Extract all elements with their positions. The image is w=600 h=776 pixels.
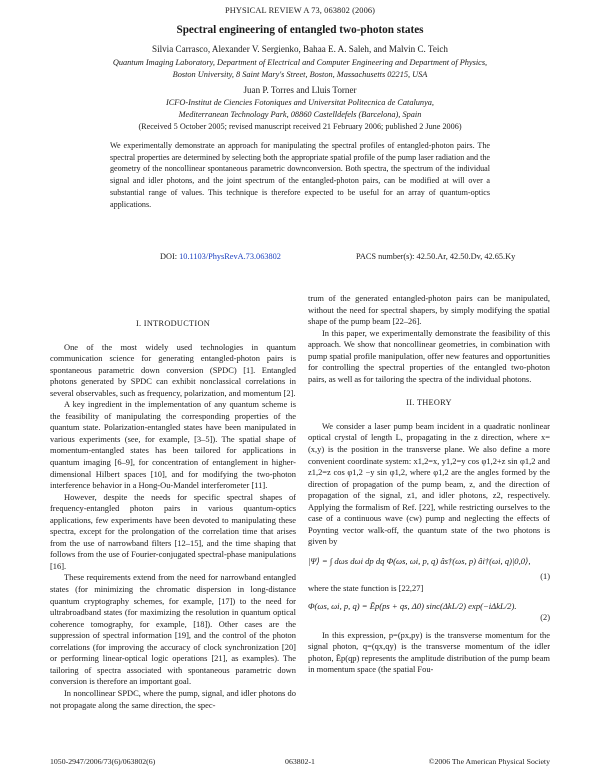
intro-paragraph-2: A key ingredient in the implementation of any quantum scheme is the feasibility of manipulating the corresponding properties of the quantum state. Polarization-entangled states have been manipulated in various experiments (see, for example, [3–5]). The spatial shape of momentum-entangled states has been tailored for applications in quantum imaging [6–9], for concentration of entanglement in higher-dimensional Hilbert spaces [10], and for modifying the two-photon interference behavior in a Hong-Ou-Mandel interferometer [11]. [50, 399, 296, 491]
intro-paragraph-3: However, despite the needs for specific spectral shapes of frequency-entangled photon pairs in various quantum-optics applications, few experiments have been devoted to manipulating these spectra, except for the prolongation of the correlation time that arises from the use of narrowband filters [12–15], and the time shaping that follows from the use of Fourier-conjugated spectral-phase manipulations [16]. [50, 491, 296, 571]
doi-line [160, 252, 281, 261]
intro-paragraph-5: In noncollinear SPDC, where the pump, signal, and idler photons do not propagate along the same direction, the spec- [50, 687, 296, 710]
equation-2: Φ(ωs, ωi, p, q) = Ẽp(ps + qs, Δ0) sinc(ΔkL/2) exp(−iΔkL/2). [308, 600, 517, 611]
theory-paragraph-2: In this expression, p=(px,py) is the transverse momentum for the signal photon, q=(qx,qy) is the transverse momentum of the idler photon, Ẽp(qp) represents the amplitude distribution of the pump beam in momentum space (the spatial Fou- [308, 629, 550, 675]
intro-paragraph-1: One of the most widely used technologies in quantum communication science for generating entangled-photon pairs is spontaneous parametric down conversion (SPDC) [1]. Entangled photons generated by SPDC can exhibit nonclassical correlations in several observables, such as frequency, polarization, and momentum [2]. [50, 341, 296, 398]
footer-copyright: ©2006 The American Physical Society [428, 757, 550, 766]
affiliation-2-line-2: Mediterranean Technology Park, 08860 Castelldefels (Barcelona), Spain [178, 109, 422, 119]
equation-2-number-row [308, 612, 550, 624]
doi-label: DOI: [160, 252, 178, 261]
abstract: We experimentally demonstrate an approach for manipulating the spectral profiles of entangled-photon pairs. The spectral properties are determined by selecting both the appropriate spatial profile of the pump laser radiation and the geometry of the noncollinear spontaneous parametric downconversion. Both spectra, the spectrum of the individual signal and idler photons, and the joint spectrum of the entangled-photon pairs, can be modified at will over a substantial range of values. This technique is therefore expected to be useful for an array of quantum-optics applications. [110, 141, 490, 209]
footer-issn: 1050-2947/2006/73(6)/063802(6) [50, 757, 156, 766]
theory-paragraph-1: We consider a laser pump beam incident in a quadratic nonlinear optical crystal of length L, propagating in the z direction, where x=(x,y) is the position in the transverse plane. We also define a more convenient coordinate system: x1,2=x, y1,2=y cos φ1,2+z sin φ1,2 and z1,2=z cos φ1,2 −y sin φ1,2, where φ1,2 are the angles formed by the direction of propagation of the pump beam, z, and the direction of propagation of the signal, z1, and idler photons, z2, respectively. Applying the formalism of Ref. [22], while restricting ourselves to the case of a continuous wave (cw) pump and neglecting the effects of Poynting vector walk-off, the quantum state of the two photons is given by [308, 420, 550, 547]
equation-2-row [308, 601, 550, 613]
affiliation-1 [60, 57, 540, 80]
equation-2-number: (2) [540, 613, 550, 623]
affiliation-2-line-1: ICFO-Institut de Ciencies Fotoniques and Universitat Politecnica de Catalunya, [166, 98, 434, 107]
equation-1-number: (1) [540, 572, 550, 582]
affiliation-1-line-2: Boston University, 8 Saint Mary's Street, Boston, Massachusetts 02215, USA [172, 69, 428, 79]
section-heading-introduction: I. INTRODUCTION [135, 319, 211, 328]
doi-link[interactable]: 10.1103/PhysRevA.73.063802 [179, 252, 281, 261]
paper-title: Spectral engineering of entangled two-photon states [176, 24, 424, 36]
pacs-numbers: PACS number(s): 42.50.Ar, 42.50.Dv, 42.65.Ky [356, 252, 516, 261]
journal-header: PHYSICAL REVIEW A 73, 063802 (2006) [224, 6, 376, 15]
affiliation-2 [60, 97, 540, 120]
left-column [50, 318, 296, 711]
footer-page-number: 063802-1 [285, 757, 315, 766]
where-text: where the state function is [22,27] [308, 583, 424, 594]
equation-1-row [308, 556, 550, 568]
intro-paragraph-6: In this paper, we experimentally demonstrate the feasibility of this approach. We show that noncollinear geometries, in combination with pump spatial profile manipulation, offer new features and opportunities for controlling the spectral properties of the entangled two-photon pairs, as well as for tailoring the spectra of the individual photons. [308, 327, 550, 384]
affiliation-1-line-1: Quantum Imaging Laboratory, Department of Electrical and Computer Engineering and Department of Physics, [112, 58, 488, 67]
right-column [308, 293, 550, 676]
section-heading-theory: II. THEORY [406, 398, 452, 408]
author-list-2: Juan P. Torres and Lluis Torner [243, 85, 357, 95]
author-list-1: Silvia Carrasco, Alexander V. Sergienko, Bahaa E. A. Saleh, and Malvin C. Teich [152, 44, 448, 54]
intro-continuation: trum of the generated entangled-photon pairs can be manipulated, without the need for spectral shapers, by simply modifying the spatial shape of the pump beam [22–26]. [308, 293, 550, 327]
received-dates: (Received 5 October 2005; revised manuscript received 21 February 2006; published 2 June 2006) [138, 122, 462, 131]
intro-paragraph-4: These requirements extend from the need for narrowband entangled states (for minimizing the chromatic dispersion in long-distance quantum cryptography schemes, for example, [17]) to the need for ultrabroadband states (for maximizing the resolution in quantum optical coherence tomography, for example, [18]). Other cases are the suppression of spectral information [19], and the control of the photon correlations (for improving the accuracy of clock synchronization [20] or performing linear-optical logic operations [21], as examples). The tailoring of spectra associated with spontaneous parametric down conversion is therefore an important goal. [50, 572, 296, 687]
equation-1-number-row [308, 571, 550, 583]
equation-1: |Ψ⟩ = ∫ dωs dωi dp dq Φ(ωs, ωi, p, q) âs†(ωs, p) âi†(ωi, q)|0,0⟩, [308, 555, 531, 566]
